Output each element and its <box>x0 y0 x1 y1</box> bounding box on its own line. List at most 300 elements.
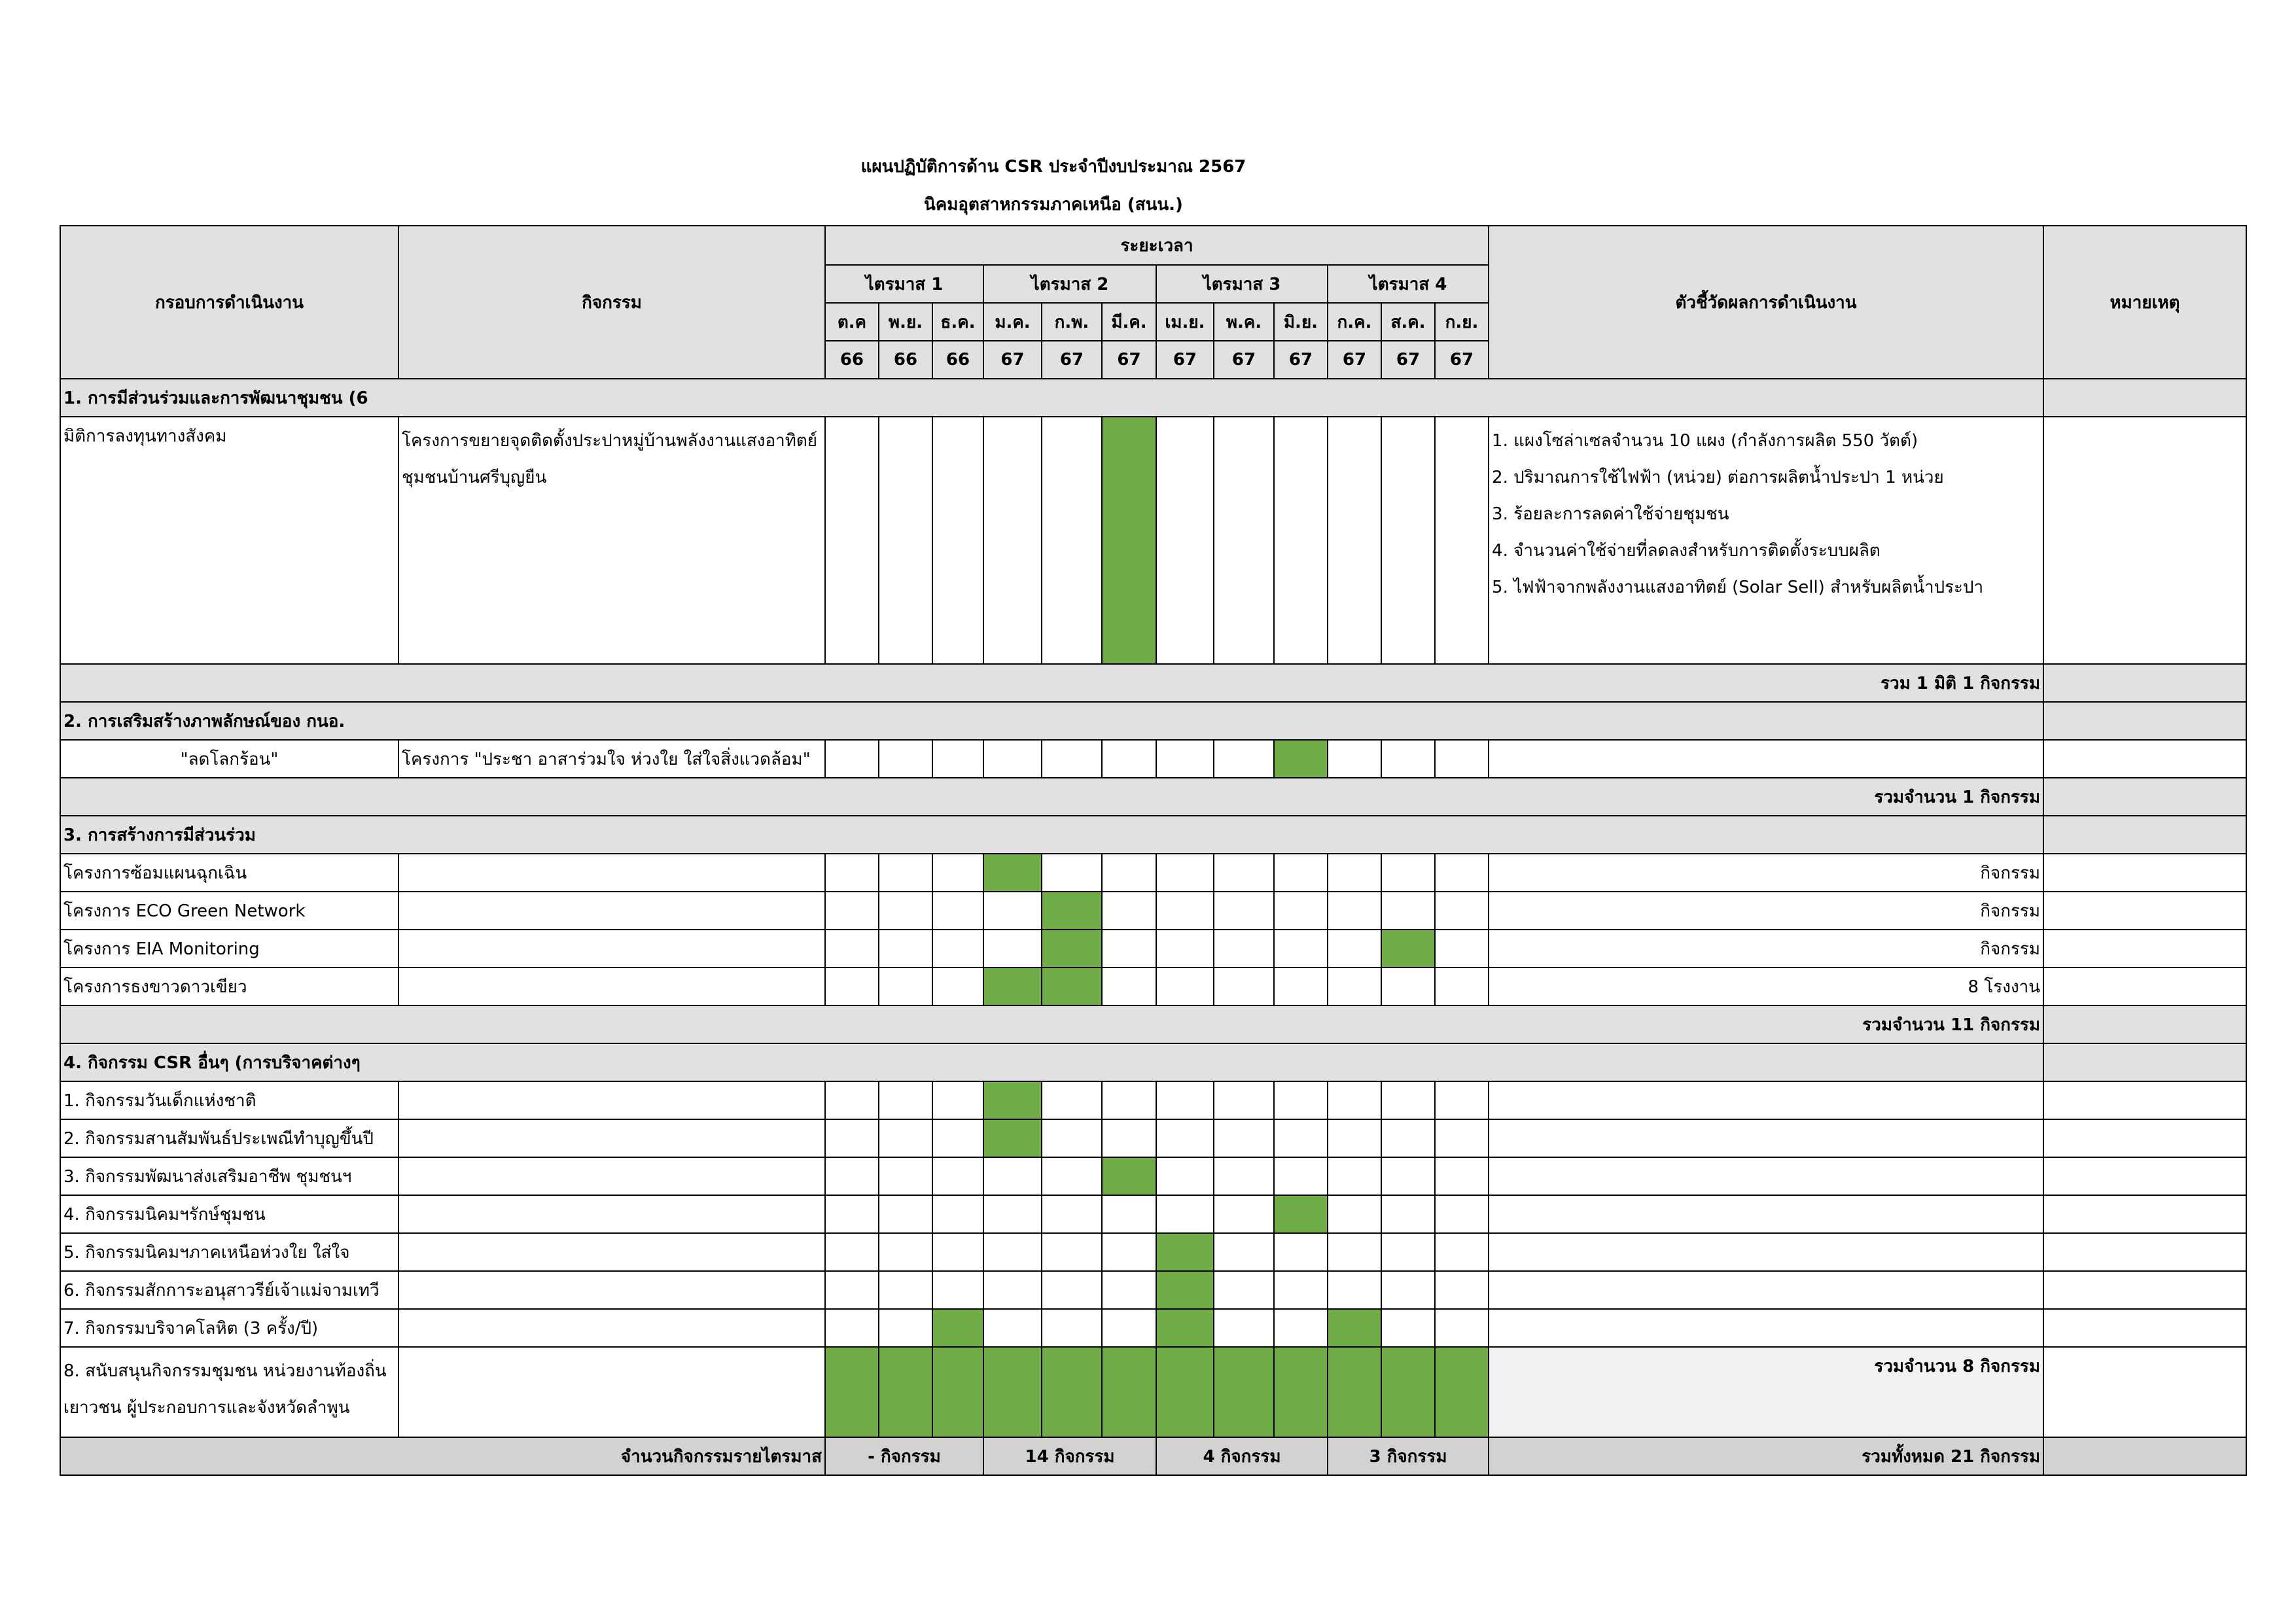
framework-cell: 2. กิจกรรมสานสัมพันธ์ประเพณีทำบุญขึ้นปี <box>60 1119 398 1157</box>
header-year: 67 <box>1274 341 1328 379</box>
month-cell <box>1381 1309 1435 1347</box>
indicator-cell-line: 1. แผงโซล่าเซลจำนวน 10 แผง (กำลังการผลิต 550 วัตต์) <box>1492 431 1918 451</box>
month-cell <box>1381 1157 1435 1195</box>
month-cell <box>1435 1195 1489 1233</box>
month-cell <box>932 930 983 968</box>
month-cell <box>1328 968 1381 1005</box>
month-cell <box>1156 892 1214 930</box>
table-row <box>60 930 2246 968</box>
month-cell <box>1381 892 1435 930</box>
month-cell <box>932 1233 983 1271</box>
month-cell <box>1042 417 1102 664</box>
header-row <box>60 226 2246 265</box>
month-cell <box>1435 1233 1489 1271</box>
month-cell <box>1274 1157 1328 1195</box>
indicator-cell <box>1489 1309 2043 1347</box>
framework-cell: มิติการลงทุนทางสังคม <box>60 417 398 664</box>
month-cell <box>1214 1271 1274 1309</box>
table-row <box>60 968 2246 1005</box>
month-cell <box>983 1157 1042 1195</box>
month-cell <box>1328 930 1381 968</box>
month-cell <box>1042 1233 1102 1271</box>
section-total: รวม 1 มิติ 1 กิจกรรม <box>60 664 2043 702</box>
header-year: 67 <box>1102 341 1156 379</box>
remark-cell <box>2043 1043 2246 1081</box>
activity-cell <box>398 1081 825 1119</box>
header-period: ระยะเวลา <box>825 226 1489 265</box>
month-cell <box>1102 1271 1156 1309</box>
month-cell <box>1042 740 1102 778</box>
page-subtitle: นิคมอุตสาหกรรมภาคเหนือ (สนน.) <box>924 195 1183 215</box>
section-header-row <box>60 1043 2246 1081</box>
month-cell <box>825 1233 879 1271</box>
header-month: ธ.ค. <box>932 303 983 341</box>
month-cell <box>825 1195 879 1233</box>
month-cell <box>879 854 932 892</box>
month-cell <box>1381 1195 1435 1233</box>
month-cell <box>983 740 1042 778</box>
framework-cell: โครงการ EIA Monitoring <box>60 930 398 968</box>
month-cell <box>825 740 879 778</box>
month-cell <box>1328 892 1381 930</box>
month-active-cell <box>1328 1309 1381 1347</box>
month-cell <box>879 968 932 1005</box>
month-cell <box>879 930 932 968</box>
month-cell <box>1435 1309 1489 1347</box>
header-activity: กิจกรรม <box>398 226 825 379</box>
month-active-cell <box>1214 1347 1274 1437</box>
section-header-row <box>60 379 2246 417</box>
framework-cell: 3. กิจกรรมพัฒนาส่งเสริมอาชีพ ชุมชนฯ <box>60 1157 398 1195</box>
month-cell <box>879 1233 932 1271</box>
header-year: 67 <box>1214 341 1274 379</box>
activity-cell <box>398 968 825 1005</box>
section-total: รวมจำนวน 1 กิจกรรม <box>60 778 2043 816</box>
remark-cell <box>2043 1157 2246 1195</box>
month-cell <box>879 740 932 778</box>
indicator-cell-line: 4. จำนวนค่าใช้จ่ายที่ลดลงสำหรับการติดตั้งระบบผลิต <box>1492 541 1881 561</box>
month-cell <box>1381 1081 1435 1119</box>
month-cell <box>1102 740 1156 778</box>
grand-total: รวมทั้งหมด 21 กิจกรรม <box>1489 1437 2043 1475</box>
month-active-cell <box>1274 1195 1328 1233</box>
month-cell <box>1102 1081 1156 1119</box>
table-row <box>60 740 2246 778</box>
month-cell <box>825 968 879 1005</box>
section-title: 3. การสร้างการมีส่วนร่วม <box>60 816 2043 854</box>
month-active-cell <box>1156 1271 1214 1309</box>
remark-cell <box>2043 1195 2246 1233</box>
month-cell <box>1435 1271 1489 1309</box>
month-cell <box>1156 417 1214 664</box>
month-active-cell <box>1102 1157 1156 1195</box>
month-cell <box>932 1195 983 1233</box>
activity-cell <box>398 1347 825 1437</box>
header-year: 67 <box>983 341 1042 379</box>
framework-cell: "ลดโลกร้อน" <box>60 740 398 778</box>
month-cell <box>1156 968 1214 1005</box>
month-active-cell <box>1102 417 1156 664</box>
header-year: 67 <box>1435 341 1489 379</box>
header-quarter: ไตรมาส 1 <box>825 265 983 303</box>
table-row <box>60 1081 2246 1119</box>
month-cell <box>1102 892 1156 930</box>
month-cell <box>1274 1271 1328 1309</box>
section-total: รวมจำนวน 11 กิจกรรม <box>60 1005 2043 1043</box>
framework-cell: โครงการ ECO Green Network <box>60 892 398 930</box>
month-active-cell <box>1328 1347 1381 1437</box>
activity-cell-line: โครงการขยายจุดติดตั้งประปาหมู่บ้านพลังงานแสงอาทิตย์ <box>402 431 817 451</box>
indicator-cell <box>1489 1195 2043 1233</box>
month-cell <box>1214 930 1274 968</box>
month-cell <box>1214 1119 1274 1157</box>
month-cell <box>1381 1119 1435 1157</box>
month-cell <box>983 1271 1042 1309</box>
section-total: รวมจำนวน 8 กิจกรรม <box>1489 1347 2043 1437</box>
activity-cell: โครงการ "ประชา อาสาร่วมใจ ห่วงใย ใส่ใจสิ่งแวดล้อม" <box>398 740 825 778</box>
remark-cell <box>2043 1119 2246 1157</box>
month-cell <box>932 1157 983 1195</box>
indicator-cell <box>1489 417 2043 664</box>
remark-cell <box>2043 892 2246 930</box>
activity-cell <box>398 1157 825 1195</box>
month-cell <box>1102 854 1156 892</box>
header-year: 67 <box>1328 341 1381 379</box>
month-cell <box>1042 1271 1102 1309</box>
month-cell <box>932 1119 983 1157</box>
month-cell <box>1214 854 1274 892</box>
month-cell <box>1214 1195 1274 1233</box>
month-active-cell <box>1042 1347 1102 1437</box>
header-year: 66 <box>879 341 932 379</box>
header-month: ต.ค <box>825 303 879 341</box>
activity-cell <box>398 1271 825 1309</box>
month-active-cell <box>1102 1347 1156 1437</box>
month-cell <box>825 1157 879 1195</box>
section-total-row <box>60 664 2246 702</box>
indicator-cell <box>1489 1119 2043 1157</box>
remark-cell <box>2043 417 2246 664</box>
month-cell <box>1102 930 1156 968</box>
month-active-cell <box>932 1309 983 1347</box>
remark-cell <box>2043 1271 2246 1309</box>
month-cell <box>983 930 1042 968</box>
indicator-cell <box>1489 1233 2043 1271</box>
month-cell <box>825 854 879 892</box>
framework-cell: 5. กิจกรรมนิคมฯภาคเหนือห่วงใย ใส่ใจ <box>60 1233 398 1271</box>
remark-cell <box>2043 1233 2246 1271</box>
month-cell <box>825 1081 879 1119</box>
month-cell <box>825 1309 879 1347</box>
remark-cell <box>2043 778 2246 816</box>
quarter-total: - กิจกรรม <box>825 1437 983 1475</box>
month-cell <box>1435 1081 1489 1119</box>
month-cell <box>1328 854 1381 892</box>
month-cell <box>1102 968 1156 1005</box>
table-row <box>60 1157 2246 1195</box>
header-quarter: ไตรมาส 4 <box>1328 265 1489 303</box>
indicator-cell <box>1489 1271 2043 1309</box>
month-active-cell <box>1274 740 1328 778</box>
table-row <box>60 1119 2246 1157</box>
month-cell <box>1328 1157 1381 1195</box>
remark-cell <box>2043 1437 2246 1475</box>
remark-cell <box>2043 702 2246 740</box>
month-cell <box>1435 1119 1489 1157</box>
indicator-cell <box>1489 1157 2043 1195</box>
month-cell <box>1102 1195 1156 1233</box>
remark-cell <box>2043 854 2246 892</box>
section-header-row <box>60 816 2246 854</box>
month-cell <box>932 968 983 1005</box>
remark-cell <box>2043 930 2246 968</box>
month-cell <box>1214 1157 1274 1195</box>
month-cell <box>825 1271 879 1309</box>
month-cell <box>1156 1157 1214 1195</box>
month-active-cell <box>932 1347 983 1437</box>
section-title: 1. การมีส่วนร่วมและการพัฒนาชุมชน (6 <box>60 379 2043 417</box>
table-row <box>60 854 2246 892</box>
section-title: 2. การเสริมสร้างภาพลักษณ์ของ กนอ. <box>60 702 2043 740</box>
framework-cell: 6. กิจกรรมสักการะอนุสาวรีย์เจ้าแม่จามเทวี <box>60 1271 398 1309</box>
month-cell <box>1214 1233 1274 1271</box>
month-cell <box>1102 1309 1156 1347</box>
month-cell <box>879 1195 932 1233</box>
month-cell <box>1042 1081 1102 1119</box>
month-cell <box>1274 1233 1328 1271</box>
header-month: ก.พ. <box>1042 303 1102 341</box>
activity-cell <box>398 417 825 664</box>
month-active-cell <box>983 1347 1042 1437</box>
remark-cell <box>2043 1309 2246 1347</box>
month-cell <box>1274 1081 1328 1119</box>
month-cell <box>1042 854 1102 892</box>
month-cell <box>879 1271 932 1309</box>
remark-cell <box>2043 664 2246 702</box>
header-month: เม.ย. <box>1156 303 1214 341</box>
remark-cell <box>2043 1081 2246 1119</box>
month-cell <box>825 892 879 930</box>
month-cell <box>1214 417 1274 664</box>
page-title: แผนปฏิบัติการด้าน CSR ประจำปีงบประมาณ 2567 <box>860 157 1246 177</box>
footer-row <box>60 1437 2246 1475</box>
header-month: พ.ค. <box>1214 303 1274 341</box>
table-row <box>60 1347 2246 1437</box>
month-cell <box>983 1195 1042 1233</box>
quarter-total: 3 กิจกรรม <box>1328 1437 1489 1475</box>
framework-cell: 1. กิจกรรมวันเด็กแห่งชาติ <box>60 1081 398 1119</box>
month-cell <box>879 892 932 930</box>
footer-label: จำนวนกิจกรรมรายไตรมาส <box>60 1437 825 1475</box>
month-cell <box>1042 1119 1102 1157</box>
table-row <box>60 1271 2246 1309</box>
section-total-row <box>60 1005 2246 1043</box>
month-active-cell <box>983 968 1042 1005</box>
month-cell <box>983 892 1042 930</box>
month-cell <box>983 1233 1042 1271</box>
month-active-cell <box>983 1119 1042 1157</box>
month-cell <box>1102 1233 1156 1271</box>
month-cell <box>1156 1081 1214 1119</box>
remark-cell <box>2043 1005 2246 1043</box>
month-cell <box>932 1271 983 1309</box>
month-cell <box>1435 892 1489 930</box>
month-cell <box>932 892 983 930</box>
activity-cell <box>398 1119 825 1157</box>
month-active-cell <box>1156 1233 1214 1271</box>
month-cell <box>1156 1119 1214 1157</box>
month-cell <box>825 417 879 664</box>
month-active-cell <box>1156 1347 1214 1437</box>
month-cell <box>1214 740 1274 778</box>
framework-cell-line: 8. สนับสนุนกิจกรรมชุมชน หน่วยงานท้องถิ่น <box>63 1361 387 1381</box>
month-cell <box>1156 854 1214 892</box>
header-year: 67 <box>1156 341 1214 379</box>
month-cell <box>1274 930 1328 968</box>
activity-cell <box>398 930 825 968</box>
indicator-cell: กิจกรรม <box>1489 930 2043 968</box>
header-indicator: ตัวชี้วัดผลการดำเนินงาน <box>1489 226 2043 379</box>
indicator-cell: กิจกรรม <box>1489 854 2043 892</box>
section-title: 4. กิจกรรม CSR อื่นๆ (การบริจาคต่างๆ <box>60 1043 2043 1081</box>
month-active-cell <box>983 854 1042 892</box>
quarter-total: 4 กิจกรรม <box>1156 1437 1328 1475</box>
month-active-cell <box>1381 1347 1435 1437</box>
activity-cell-line: ชุมชนบ้านศรีบุญยืน <box>402 468 547 487</box>
header-year: 66 <box>932 341 983 379</box>
month-cell <box>1274 1119 1328 1157</box>
remark-cell <box>2043 816 2246 854</box>
month-cell <box>1214 1309 1274 1347</box>
month-cell <box>1274 1309 1328 1347</box>
month-active-cell <box>1435 1347 1489 1437</box>
month-cell <box>879 1119 932 1157</box>
framework-cell: โครงการซ้อมแผนฉุกเฉิน <box>60 854 398 892</box>
month-cell <box>1214 1081 1274 1119</box>
month-cell <box>1156 930 1214 968</box>
month-cell <box>1435 1157 1489 1195</box>
activity-cell <box>398 1309 825 1347</box>
month-cell <box>1328 1119 1381 1157</box>
activity-cell <box>398 1195 825 1233</box>
header-framework: กรอบการดำเนินงาน <box>60 226 398 379</box>
month-cell <box>1274 968 1328 1005</box>
indicator-cell <box>1489 1081 2043 1119</box>
month-cell <box>983 1309 1042 1347</box>
framework-cell: 4. กิจกรรมนิคมฯรักษ์ชุมชน <box>60 1195 398 1233</box>
header-year: 67 <box>1042 341 1102 379</box>
month-active-cell <box>1042 892 1102 930</box>
month-cell <box>1042 1157 1102 1195</box>
header-year: 66 <box>825 341 879 379</box>
month-cell <box>1274 892 1328 930</box>
month-cell <box>1214 968 1274 1005</box>
header-month: ส.ค. <box>1381 303 1435 341</box>
month-cell <box>1381 854 1435 892</box>
month-cell <box>1156 1195 1214 1233</box>
month-active-cell <box>1156 1309 1214 1347</box>
remark-cell <box>2043 740 2246 778</box>
month-cell <box>932 740 983 778</box>
month-active-cell <box>825 1347 879 1437</box>
month-cell <box>1214 892 1274 930</box>
month-cell <box>1435 930 1489 968</box>
header-quarter: ไตรมาส 2 <box>983 265 1156 303</box>
month-cell <box>1156 740 1214 778</box>
activity-cell <box>398 854 825 892</box>
month-cell <box>1435 740 1489 778</box>
quarter-total: 14 กิจกรรม <box>983 1437 1156 1475</box>
month-cell <box>1381 968 1435 1005</box>
table-row <box>60 892 2246 930</box>
month-cell <box>1274 854 1328 892</box>
month-cell <box>932 1081 983 1119</box>
activity-cell <box>398 892 825 930</box>
remark-cell <box>2043 1347 2246 1437</box>
month-active-cell <box>1274 1347 1328 1437</box>
framework-cell: โครงการธงขาวดาวเขียว <box>60 968 398 1005</box>
table-row <box>60 1309 2246 1347</box>
table-row <box>60 1233 2246 1271</box>
indicator-cell: กิจกรรม <box>1489 892 2043 930</box>
month-cell <box>983 417 1042 664</box>
header-month: พ.ย. <box>879 303 932 341</box>
remark-cell <box>2043 379 2246 417</box>
month-cell <box>1435 968 1489 1005</box>
header-month: ม.ค. <box>983 303 1042 341</box>
month-cell <box>1042 1195 1102 1233</box>
month-cell <box>879 1309 932 1347</box>
month-cell <box>1042 1309 1102 1347</box>
header-year: 67 <box>1381 341 1435 379</box>
month-cell <box>1381 417 1435 664</box>
month-cell <box>879 1081 932 1119</box>
month-cell <box>1328 1195 1381 1233</box>
month-active-cell <box>1042 930 1102 968</box>
indicator-cell <box>1489 740 2043 778</box>
month-cell <box>1381 1271 1435 1309</box>
table-row <box>60 417 2246 664</box>
month-cell <box>1328 417 1381 664</box>
framework-cell: 7. กิจกรรมบริจาคโลหิต (3 ครั้ง/ปี) <box>60 1309 398 1347</box>
month-cell <box>1435 417 1489 664</box>
header-remark: หมายเหตุ <box>2043 226 2246 379</box>
month-cell <box>1328 740 1381 778</box>
month-cell <box>1435 854 1489 892</box>
section-total-row <box>60 778 2246 816</box>
header-month: ก.ค. <box>1328 303 1381 341</box>
month-active-cell <box>1042 968 1102 1005</box>
header-quarter: ไตรมาส 3 <box>1156 265 1328 303</box>
section-header-row <box>60 702 2246 740</box>
remark-cell <box>2043 968 2246 1005</box>
month-cell <box>879 1157 932 1195</box>
month-active-cell <box>1381 930 1435 968</box>
month-cell <box>1381 740 1435 778</box>
table-row <box>60 1195 2246 1233</box>
month-cell <box>825 1119 879 1157</box>
framework-cell-line: เยาวชน ผู้ประกอบการและจังหวัดลำพูน <box>63 1398 350 1418</box>
framework-cell <box>60 1347 398 1437</box>
month-cell <box>1328 1081 1381 1119</box>
month-cell <box>932 417 983 664</box>
month-cell <box>932 854 983 892</box>
month-cell <box>1274 417 1328 664</box>
month-active-cell <box>983 1081 1042 1119</box>
month-cell <box>1328 1271 1381 1309</box>
indicator-cell: 8 โรงงาน <box>1489 968 2043 1005</box>
month-cell <box>1381 1233 1435 1271</box>
